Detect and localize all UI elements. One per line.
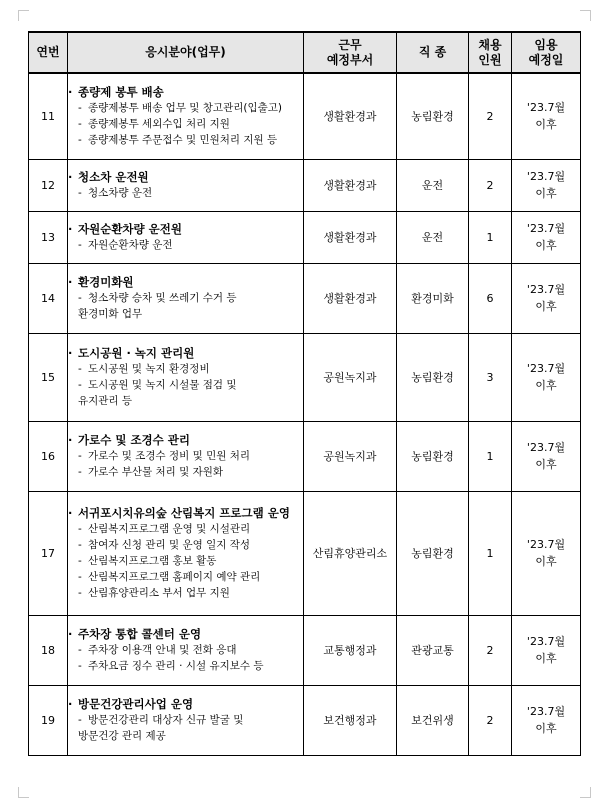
row-department: 생활환경과 [304, 211, 397, 263]
dash-mark: - [78, 450, 82, 462]
row-start-date [512, 211, 581, 263]
header-dept: 근무 예정부서 [304, 32, 397, 73]
table-row [29, 491, 581, 615]
row-hire-count: 2 [469, 73, 512, 159]
duty-text: 도시공원 및 녹지 환경정비 [88, 363, 210, 375]
header-date: 임용 예정일 [512, 32, 581, 73]
dash-mark: - [78, 523, 82, 535]
row-start-date [512, 615, 581, 685]
field-title [68, 84, 303, 100]
dash-mark: - [78, 466, 82, 478]
duty-text: 산림복지프로그램 홈페이지 예약 관리 [88, 571, 261, 583]
header-job: 직 종 [397, 32, 469, 73]
row-hire-count: 2 [469, 615, 512, 685]
duty-text: 환경미화 업무 [78, 308, 143, 320]
field-title-text: 청소차 운전원 [78, 170, 149, 184]
field-title-text: 방문건강관리사업 운영 [78, 697, 194, 711]
row-field [68, 73, 304, 159]
row-department: 생활환경과 [304, 159, 397, 211]
row-job-type: 보건위생 [397, 685, 469, 755]
dash-mark: - [78, 714, 82, 726]
page-corner-mark [580, 10, 591, 21]
row-start-date [512, 491, 581, 615]
duty-text: 청소차량 승차 및 쓰레기 수거 등 [88, 292, 237, 304]
field-duty-item [68, 553, 303, 569]
table-row [29, 263, 581, 333]
duty-text: 주차장 이용객 안내 및 전화 응대 [88, 644, 237, 656]
field-duty-item [68, 569, 303, 585]
bullet-mark: · [68, 346, 73, 360]
row-start-date [512, 685, 581, 755]
duty-text: 산림휴양관리소 부서 업무 지원 [88, 587, 230, 599]
start-date-month: '23.7월 [526, 705, 566, 718]
start-date-month: '23.7월 [526, 538, 566, 551]
field-title [68, 432, 303, 448]
duty-text: 유지관리 등 [78, 395, 133, 407]
field-duty-item [68, 642, 303, 658]
start-date-suffix: 이후 [535, 187, 557, 200]
bullet-mark: · [68, 506, 73, 520]
start-date-month: '23.7월 [526, 362, 566, 375]
field-duty-item [68, 585, 303, 601]
row-number: 12 [29, 159, 68, 211]
dash-mark: - [78, 187, 82, 199]
start-date-suffix: 이후 [535, 458, 557, 471]
field-duty-item [68, 290, 303, 306]
row-start-date [512, 263, 581, 333]
row-number: 14 [29, 263, 68, 333]
row-job-type: 관광교통 [397, 615, 469, 685]
row-number: 11 [29, 73, 68, 159]
recruitment-table [28, 31, 581, 756]
duty-text: 주차요금 징수 관리 · 시설 유지보수 등 [88, 660, 264, 672]
row-number: 18 [29, 615, 68, 685]
duty-text: 종량제봉투 배송 업무 및 창고관리(입출고) [88, 102, 282, 115]
row-hire-count: 2 [469, 685, 512, 755]
row-start-date [512, 333, 581, 421]
duty-text: 참여자 신청 관리 및 운영 일지 작성 [88, 539, 251, 551]
start-date-suffix: 이후 [535, 555, 557, 568]
bullet-mark: · [68, 170, 73, 184]
row-department: 교통행정과 [304, 615, 397, 685]
row-job-type: 환경미화 [397, 263, 469, 333]
duty-text: 종량제봉투 세외수입 처리 지원 [88, 118, 230, 131]
dash-mark: - [78, 363, 82, 375]
field-title-text: 주차장 통합 콜센터 운영 [78, 627, 202, 641]
dash-mark: - [78, 644, 82, 656]
start-date-suffix: 이후 [535, 300, 557, 313]
page-corner-mark [580, 787, 591, 798]
field-duty-item [68, 393, 303, 409]
row-hire-count: 6 [469, 263, 512, 333]
field-title [68, 169, 303, 185]
row-department: 생활환경과 [304, 263, 397, 333]
bullet-mark: · [68, 697, 73, 711]
table-row [29, 73, 581, 159]
dash-mark: - [78, 102, 82, 115]
field-title-text: 서귀포시치유의숲 산림복지 프로그램 운영 [78, 506, 290, 520]
field-title-text: 자원순환차량 운전원 [78, 222, 182, 236]
row-job-type: 운전 [397, 159, 469, 211]
duty-text: 종량제봉투 주문접수 및 민원처리 지원 등 [88, 134, 278, 147]
start-date-suffix: 이후 [535, 722, 557, 735]
field-duty-item [68, 448, 303, 464]
page-corner-mark [18, 10, 29, 21]
field-title-text: 종량제 봉투 배송 [78, 85, 164, 100]
row-hire-count: 3 [469, 333, 512, 421]
dash-mark: - [78, 134, 82, 147]
table-header-row [29, 32, 581, 73]
field-title [68, 626, 303, 642]
row-job-type: 농림환경 [397, 491, 469, 615]
field-title [68, 505, 303, 521]
row-field [68, 333, 304, 421]
field-duty-item [68, 377, 303, 393]
bullet-mark: · [68, 85, 73, 100]
field-title-text: 환경미화원 [78, 275, 134, 289]
field-duty-item [68, 306, 303, 322]
row-job-type: 운전 [397, 211, 469, 263]
header-no: 연번 [29, 32, 68, 73]
field-title-text: 도시공원 · 녹지 관리원 [78, 346, 195, 360]
row-hire-count: 1 [469, 421, 512, 491]
row-field [68, 211, 304, 263]
field-title [68, 696, 303, 712]
table-row [29, 333, 581, 421]
duty-text: 방문건강관리 대상자 신규 발굴 및 [88, 714, 244, 726]
dash-mark: - [78, 571, 82, 583]
start-date-month: '23.7월 [526, 441, 566, 454]
row-hire-count: 1 [469, 491, 512, 615]
table-row [29, 615, 581, 685]
header-field: 응시분야(업무) [68, 32, 304, 73]
field-title [68, 345, 303, 361]
field-duty-item [68, 537, 303, 553]
row-hire-count: 1 [469, 211, 512, 263]
row-field [68, 615, 304, 685]
dash-mark: - [78, 539, 82, 551]
bullet-mark: · [68, 222, 73, 236]
bullet-mark: · [68, 433, 73, 447]
dash-mark: - [78, 555, 82, 567]
start-date-suffix: 이후 [535, 379, 557, 392]
row-number: 13 [29, 211, 68, 263]
dash-mark: - [78, 660, 82, 672]
field-title [68, 221, 303, 237]
table-row [29, 421, 581, 491]
row-number: 17 [29, 491, 68, 615]
row-start-date [512, 421, 581, 491]
field-duty-item [68, 728, 303, 744]
duty-text: 도시공원 및 녹지 시설물 점검 및 [88, 379, 237, 391]
row-field [68, 421, 304, 491]
field-title-text: 가로수 및 조경수 관리 [78, 433, 190, 447]
field-duty-item [68, 116, 303, 132]
duty-text: 산림복지프로그램 홍보 활동 [88, 555, 217, 567]
row-job-type: 농림환경 [397, 333, 469, 421]
duty-text: 청소차량 운전 [88, 187, 153, 199]
field-duty-item [68, 100, 303, 116]
row-number: 19 [29, 685, 68, 755]
row-job-type: 농림환경 [397, 73, 469, 159]
row-number: 15 [29, 333, 68, 421]
start-date-month: '23.7월 [526, 635, 566, 648]
field-duty-item [68, 185, 303, 201]
row-number: 16 [29, 421, 68, 491]
field-title [68, 274, 303, 290]
duty-text: 가로수 부산물 처리 및 자원화 [88, 466, 224, 478]
bullet-mark: · [68, 627, 73, 641]
start-date-suffix: 이후 [535, 652, 557, 665]
field-duty-item [68, 361, 303, 377]
dash-mark: - [78, 379, 82, 391]
dash-mark: - [78, 587, 82, 599]
row-department: 공원녹지과 [304, 333, 397, 421]
field-duty-item [68, 658, 303, 674]
field-duty-item [68, 521, 303, 537]
row-hire-count: 2 [469, 159, 512, 211]
dash-mark: - [78, 239, 82, 251]
row-department: 공원녹지과 [304, 421, 397, 491]
duty-text: 산림복지프로그램 운영 및 시설관리 [88, 523, 251, 535]
field-duty-item [68, 712, 303, 728]
start-date-suffix: 이후 [535, 118, 557, 132]
row-field [68, 685, 304, 755]
header-count: 채용 인원 [469, 32, 512, 73]
field-duty-item [68, 237, 303, 253]
duty-text: 가로수 및 조경수 정비 및 민원 처리 [88, 450, 251, 462]
table-row [29, 685, 581, 755]
dash-mark: - [78, 292, 82, 304]
row-department: 보건행정과 [304, 685, 397, 755]
field-duty-item [68, 464, 303, 480]
row-department: 산림휴양관리소 [304, 491, 397, 615]
start-date-month: '23.7월 [526, 101, 566, 115]
row-field [68, 263, 304, 333]
duty-text: 자원순환차량 운전 [88, 239, 173, 251]
start-date-month: '23.7월 [526, 222, 566, 235]
row-job-type: 농림환경 [397, 421, 469, 491]
table-row [29, 211, 581, 263]
dash-mark: - [78, 118, 82, 131]
row-start-date [512, 159, 581, 211]
duty-text: 방문건강 관리 제공 [78, 730, 166, 742]
row-department: 생활환경과 [304, 73, 397, 159]
start-date-month: '23.7월 [526, 170, 566, 183]
start-date-month: '23.7월 [526, 283, 566, 296]
table-row [29, 159, 581, 211]
row-field [68, 491, 304, 615]
row-field [68, 159, 304, 211]
field-duty-item [68, 132, 303, 148]
row-start-date [512, 73, 581, 159]
start-date-suffix: 이후 [535, 239, 557, 252]
bullet-mark: · [68, 275, 73, 289]
page-corner-mark [18, 787, 29, 798]
